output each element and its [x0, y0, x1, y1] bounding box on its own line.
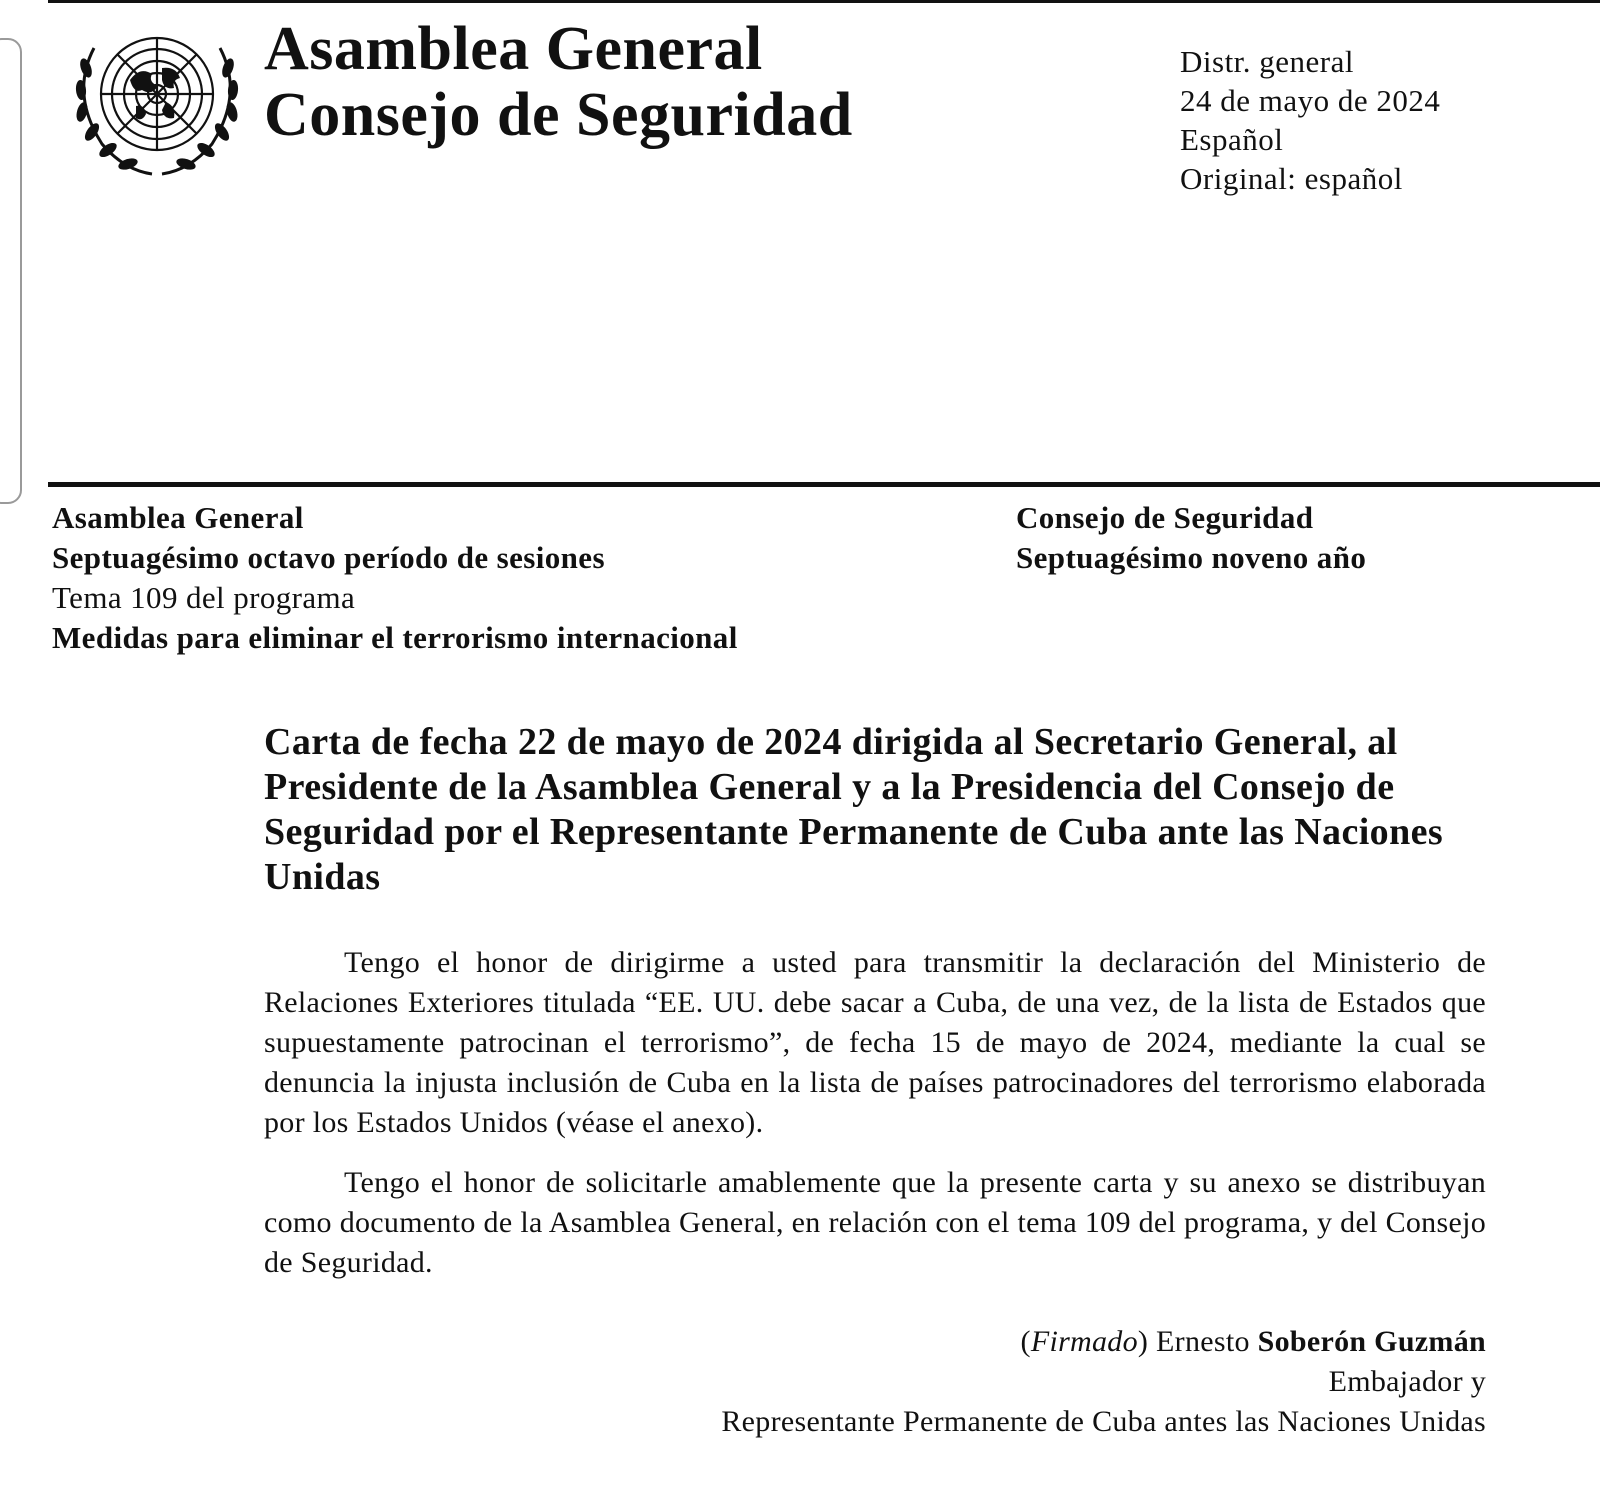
- side-panel-tab[interactable]: [0, 38, 22, 504]
- signatory-surname: Soberón Guzmán: [1257, 1325, 1486, 1358]
- distribution-info: [1180, 42, 1440, 198]
- general-assembly-meta: [52, 498, 738, 658]
- original-language: Original: español: [1180, 161, 1403, 196]
- body-paragraph-2: Tengo el honor de solicitarle amablemente que la presente carta y su anexo se distribuyan como documento de la Asamblea General, en relación con el tema 109 del programa, y del Consejo de Seguridad.: [264, 1166, 1486, 1279]
- letter-title: Carta de fecha 22 de mayo de 2024 dirigida al Secretario General, al Presidente de la Asamblea General y a la Presidencia del Consejo de Seguridad por el Representante Permanente de Cuba ante las Naciones Unidas: [264, 721, 1444, 898]
- un-emblem-icon: [62, 18, 252, 182]
- org-secondary-title: Consejo de Seguridad: [264, 81, 853, 149]
- meta-organ-left: Asamblea General: [52, 500, 304, 535]
- signatory-first-name: Ernesto: [1156, 1325, 1250, 1358]
- body-paragraph-1: Tengo el honor de dirigirme a usted para transmitir la declaración del Ministerio de Relaciones Exteriores titulada “EE. UU. debe sacar a Cuba, de una vez, de la lista de Estados que supuestamente patrocinan el terrorismo”, de fecha 15 de mayo de 2024, mediante la cual se denuncia la injusta inclusión de Cuba en la lista de países patrocinadores del terrorismo elaborada por los Estados Unidos (véase el anexo).: [264, 946, 1486, 1139]
- meta-year: Septuagésimo noveno año: [1016, 540, 1367, 575]
- signed-close-paren: ): [1137, 1325, 1149, 1358]
- document-date: 24 de mayo de 2024: [1180, 83, 1441, 118]
- distribution-label: Distr. general: [1180, 44, 1355, 79]
- organ-titles: [264, 16, 853, 148]
- signed-open-paren: (: [1020, 1325, 1031, 1358]
- meta-agenda-item: Tema 109 del programa: [52, 580, 356, 615]
- security-council-meta: [1016, 498, 1366, 578]
- header-divider: [48, 482, 1600, 487]
- signature-line: [721, 1322, 1486, 1362]
- signatory-title-1: Embajador y: [1328, 1365, 1486, 1398]
- signed-word: Firmado: [1030, 1325, 1138, 1358]
- letter-body: [264, 943, 1486, 1303]
- signatory-title-2: Representante Permanente de Cuba antes las Naciones Unidas: [721, 1405, 1486, 1438]
- org-primary-title: Asamblea General: [264, 15, 763, 83]
- meta-session: Septuagésimo octavo período de sesiones: [52, 540, 605, 575]
- signature-block: [721, 1322, 1486, 1442]
- document-language: Español: [1180, 122, 1284, 157]
- meta-agenda-title: Medidas para eliminar el terrorismo internacional: [52, 620, 738, 655]
- meta-organ-right: Consejo de Seguridad: [1016, 500, 1314, 535]
- top-rule: [48, 0, 1600, 3]
